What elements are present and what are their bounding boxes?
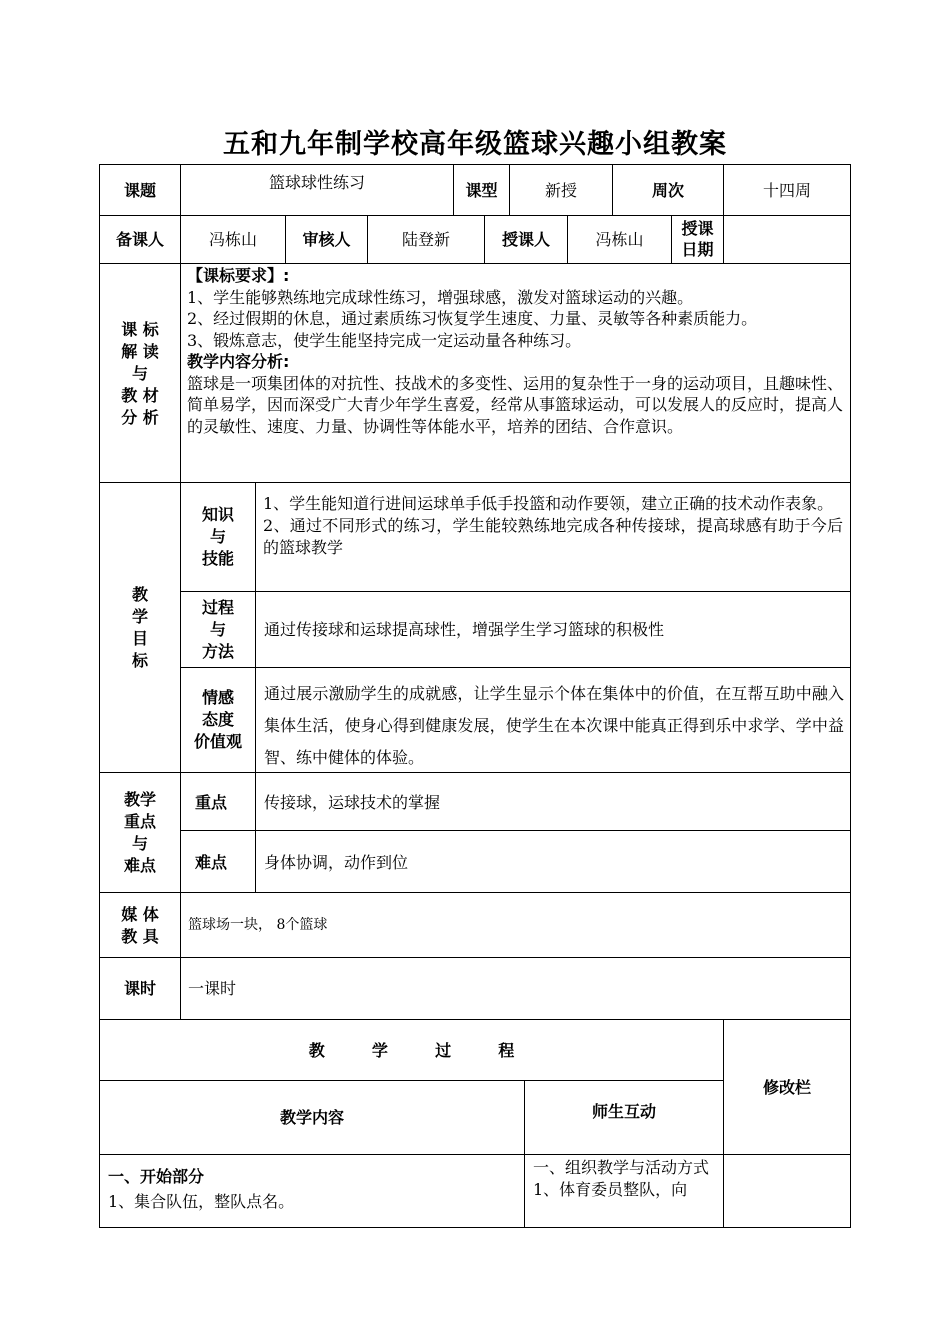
reviewer-value: 陆登新 bbox=[401, 230, 450, 249]
objectives-label: 教 学 目 标 bbox=[131, 585, 148, 670]
revision-label: 修改栏 bbox=[762, 1077, 811, 1097]
interaction-item-1: 一、组织教学与活动方式 bbox=[533, 1158, 710, 1177]
preparer-label: 备课人 bbox=[115, 230, 164, 249]
media-text: 篮球场一块， 8个篮球 bbox=[188, 916, 328, 933]
type-label: 课型 bbox=[465, 180, 498, 200]
page-title: 五和九年制学校高年级篮球兴趣小组教案 bbox=[223, 129, 727, 160]
interaction-text bbox=[533, 1157, 715, 1201]
emotion-text: 通过展示激励学生的成就感，让学生显示个体在集体中的价值，在互帮互助中融入集体生活，使身心得到健康发展，使学生在本次课中能真正得到乐中求学、学中益智、练中健体的体验。 bbox=[264, 684, 844, 767]
preparer-value: 冯栋山 bbox=[208, 230, 257, 249]
media-label: 媒 体 教 具 bbox=[121, 905, 159, 946]
analysis-text: 篮球是一项集团体的对抗性、技战术的多变性、运用的复杂性于一身的运动项目，且趣味性、简单易学，因而深受广大青少年学生喜爱，经常从事篮球运动，可以发展人的反应时，提高人的灵敏性、速度、力量、协调性等体能水平，培养的团结、合作意识。 bbox=[187, 373, 844, 436]
teacher-value: 冯栋山 bbox=[595, 230, 644, 249]
focus-label: 教学 重点 与 难点 bbox=[123, 790, 156, 875]
key-point-label: 重点 bbox=[195, 793, 228, 812]
standards-label: 课 标 解 读 与 教 材 分 析 bbox=[121, 320, 159, 427]
process-method-label: 过程 与 方法 bbox=[201, 598, 234, 661]
interaction-label: 师生互动 bbox=[591, 1101, 656, 1121]
date-label: 授课 日期 bbox=[681, 219, 714, 259]
interaction-item-2: 1、体育委员整队，向 bbox=[533, 1180, 688, 1199]
analysis-title: 教学内容分析: bbox=[187, 352, 290, 371]
knowledge-item-1: 1、学生能知道行进间运球单手低手投篮和动作要领，建立正确的技术动作表象。 bbox=[263, 494, 834, 513]
start-item-1: 1、集合队伍，整队点名。 bbox=[108, 1192, 295, 1211]
requirement-2: 2、经过假期的休息，通过素质练习恢复学生速度、力量、灵敏等各种素质能力。 bbox=[187, 309, 758, 328]
content-label: 教学内容 bbox=[279, 1108, 344, 1127]
week-value: 十四周 bbox=[762, 180, 811, 200]
hours-label: 课时 bbox=[123, 979, 156, 998]
emotion-label: 情感 态度 价值观 bbox=[193, 688, 242, 751]
requirement-1: 1、学生能够熟练地完成球性练习，增强球感，激发对篮球运动的兴趣。 bbox=[187, 287, 694, 307]
requirement-3: 3、锻炼意志，使学生能坚持完成一定运动量各种练习。 bbox=[187, 330, 582, 350]
process-method-text: 通过传接球和运球提高球性，增强学生学习篮球的积极性 bbox=[264, 620, 665, 639]
start-section-title: 一、开始部分 bbox=[108, 1167, 205, 1186]
date-value bbox=[724, 216, 850, 263]
knowledge-text bbox=[263, 493, 843, 559]
knowledge-item-2: 2、通过不同形式的练习，学生能较熟练地完成各种传接球，提高球感有助于今后的篮球教学 bbox=[263, 516, 843, 557]
week-label: 周次 bbox=[651, 180, 684, 200]
process-title: 教 学 过 程 bbox=[308, 1040, 515, 1060]
topic-label: 课题 bbox=[123, 180, 156, 200]
reviewer-label: 审核人 bbox=[302, 230, 351, 249]
difficulty-label: 难点 bbox=[195, 853, 228, 872]
teacher-label: 授课人 bbox=[501, 230, 550, 249]
topic-value: 篮球球性练习 bbox=[268, 173, 365, 192]
type-value: 新授 bbox=[544, 180, 577, 200]
requirements-title: 【课标要求】: bbox=[187, 266, 290, 285]
difficulty-text: 身体协调，动作到位 bbox=[264, 853, 409, 872]
standards-content bbox=[187, 265, 843, 437]
knowledge-label: 知识 与 技能 bbox=[201, 505, 234, 568]
hours-text: 一课时 bbox=[188, 979, 237, 998]
key-point-text: 传接球，运球技术的掌握 bbox=[264, 793, 441, 812]
